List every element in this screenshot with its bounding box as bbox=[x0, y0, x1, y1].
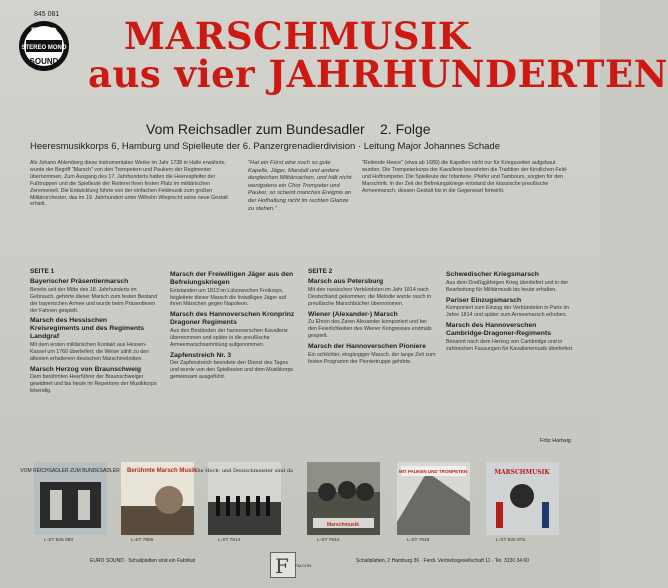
performer-credits: Heeresmusikkorps 6, Hamburg und Spielleute der 6. Panzergrenadierdivision · Leitung Major Johannes Schade bbox=[30, 141, 500, 152]
track-description: Zu Ehren des Zaren Alexander komponiert und bei den Feierlichkeiten des Wiener Kongresses erstmals gespielt. bbox=[308, 319, 432, 340]
falcon-logo-letter: F bbox=[275, 554, 289, 578]
thumb-title: VOM REICHSADLER ZUM BUNDESADLER bbox=[20, 468, 120, 474]
footer bbox=[90, 556, 530, 576]
track-title: Bayerischer Präsentiermarsch bbox=[30, 278, 129, 285]
album-thumbnail[interactable] bbox=[20, 462, 120, 535]
album-title-line2: aus vier JAHRHUNDERTEN bbox=[88, 52, 668, 96]
side1-label: SEITE 1 bbox=[30, 268, 55, 275]
track-description: Aus dem Dreißigjährigen Krieg überliefert und in der Bearbeitung für Militärmusik bis heute erhalten. bbox=[446, 279, 569, 293]
intro-text-left: Als Johann Ahlemberg diese instrumentalen Werke im Jahr 1738 in Halle erwähnte, wurde der Begriff "Marsch" von den Trompetern und Paukern der Regimenter übernommen. Zum Ausgang des 17. Jahrhunderts hatten die Heerespfeifer der Fußtruppen und die Spielleute der Reiterei ihren festen Platz im militärischen Zeremoniell. Die Entwicklung führte von der einfachen Feldmusik zum großen Militärorchester, das im 19. Jahrhundert unter Wilhelm Wieprecht seine neue Gestalt erhielt. bbox=[30, 160, 228, 208]
thumb-title: Die Hoch- und Deutschmeister sind da bbox=[194, 468, 294, 474]
track-description: Benannt nach dem Herzog von Cambridge und in zahlreichen Fassungen für Kavalleriemusik überliefert. bbox=[446, 338, 574, 352]
album-thumbnail[interactable] bbox=[307, 462, 380, 535]
track-title: Pariser Einzugsmarsch bbox=[446, 296, 522, 304]
side2-label: SEITE 2 bbox=[308, 268, 333, 275]
album-title-line1: MARSCHMUSIK bbox=[124, 14, 471, 58]
intro-text-right: "Reitende Heere" (etwa ab 1680) die Kapellen nicht nur für Kriegszeiten aufgebaut wurden. Die Trompeterkorps der Kavallerie bewahrten die Tradition der fürstlichen Feld- und Hoftrompeter. Die Spielleute der Infanterie, Pfeifer und Tambours, sorgten für den Marschtritt. In der Zeit der Befreiungskriege entstand der klassische preußische Armeemarsch, dessen Gestalt bis in die Gegenwart fortwirkt. bbox=[362, 160, 568, 194]
side1-column-left bbox=[30, 268, 158, 395]
thumb-title: Berühmte Marsch Musik bbox=[127, 468, 197, 474]
thumb-caption: L-ST 7914 bbox=[218, 538, 241, 543]
track-description: Aus den Beständen der hannoverschen Kavallerie übernommen und später in die preußische Armeemarschsammlung aufgenommen. bbox=[170, 327, 288, 348]
thumb-caption: L-ST 845 075 bbox=[496, 538, 525, 543]
track-title: Marsch aus Petersburg bbox=[308, 278, 384, 285]
track-title: Marsch des Hannoverschen Cambridge-Dragoner-Regiments bbox=[446, 322, 551, 338]
track-description: Der Zapfenstreich beendete den Dienst des Tages und wurde von den Spielleuten und dem Musikkorps gemeinsam ausgeführt. bbox=[170, 360, 294, 381]
track-title: Marsch der Freiwilligen Jäger aus den Befreiungskriegen bbox=[170, 271, 294, 286]
falcon-logo-text: FALCON bbox=[295, 563, 312, 568]
side1-column-right bbox=[170, 268, 298, 381]
logo-top-text: EURO bbox=[30, 26, 58, 36]
track-title: Zapfenstreich Nr. 3 bbox=[170, 351, 232, 359]
catalog-number: 845 081 bbox=[34, 11, 60, 18]
thumb-title: Marschmusik bbox=[327, 522, 359, 528]
track-description: Mit dem ersten militärischen Kontakt aus Hessen-Kassel um 1760 überliefert; die Weise zählt zu den ältesten erhaltenen deutschen Marschmelodien. bbox=[30, 341, 150, 362]
track-title: Wiener (Alexander-) Marsch bbox=[308, 310, 398, 318]
logo-middle-text: STEREO MONO bbox=[21, 45, 67, 51]
track-description: Entstanden um 1813 im Lützowschen Freikorps, begleitete dieser Marsch die freiwilligen Jäger auf ihren Märschen gegen Napoleon. bbox=[170, 287, 287, 308]
album-thumbnail[interactable] bbox=[397, 462, 470, 535]
thumb-caption: L-ST 7956 bbox=[131, 538, 154, 543]
side2-column-right bbox=[446, 268, 574, 353]
thumb-caption: L-ST 845 080 bbox=[44, 538, 73, 543]
album-series: 2. Folge bbox=[380, 121, 431, 137]
album-thumbnail[interactable] bbox=[486, 462, 559, 535]
track-description: Ein schlichter, eingängiger Marsch, der lange Zeit zum festen Programm der Pioniertruppe gehörte. bbox=[308, 351, 436, 365]
thumb-title: MIT PAUKEN UND TROMPETEN bbox=[398, 469, 468, 474]
thumb-caption: L-ST 7944 bbox=[317, 538, 340, 543]
track-description: Mit den russischen Verbündeten im Jahr 1814 nach Deutschland gekommen; die Melodie wurde rasch in preußische Marschbücher übernommen. bbox=[308, 286, 432, 307]
thumb-title: MARSCHMUSIK bbox=[494, 469, 550, 476]
footer-left-text: EURO SOUND · Schallplatten sind ein Fabrikat bbox=[90, 558, 196, 564]
album-thumbnail[interactable] bbox=[121, 462, 197, 535]
track-title: Marsch der Hannoverschen Pioniere bbox=[308, 343, 426, 351]
track-description: Dem berühmten Heerführer der Braunschweiger gewidmet und bis heute im Repertoire der Musikkorps lebendig. bbox=[30, 374, 157, 395]
track-title: Marsch des Hannoverschen Kronprinz Dragoner Regiments bbox=[170, 311, 295, 327]
album-subtitle: Vom Reichsadler zum Bundesadler bbox=[146, 121, 365, 137]
track-description: Komponiert zum Einzug der Verbündeten in Paris im Jahre 1814 und später zum Armeemarsch erhoben. bbox=[446, 305, 570, 319]
thumb-art bbox=[40, 482, 101, 528]
falcon-logo bbox=[270, 552, 312, 578]
author-signature: Fritz Hartwig bbox=[540, 438, 571, 444]
track-description: Bereits seit der Mitte des 18. Jahrhunderts im Gebrauch, gehörte dieser Marsch zum festen Bestand der bayerischen Armee und wurde beim Präsentieren der Fahnen gespielt. bbox=[30, 286, 158, 314]
logo-bottom-text: SOUND bbox=[29, 57, 59, 66]
thumb-caption: L-ST 7919 bbox=[407, 538, 430, 543]
track-title: Marsch des Hessischen Kreisregiments und des Regiments Landgraf bbox=[30, 317, 145, 341]
intro-quote: "Hat ein Fürst eine noch so gute Kapelle, Jäger, Marstall und andere dergleichen Militärsachen, und hält nicht wenigstens ein Chor Trompeter und Pauker, so scheint manches Ereignis an der Hofhaltung nicht im rechten Glanze zu stehen." bbox=[248, 160, 352, 212]
side2-column-left bbox=[308, 268, 436, 366]
album-thumbnail[interactable] bbox=[194, 462, 294, 535]
track-title: Schwedischer Kriegsmarsch bbox=[446, 271, 539, 278]
footer-right-text: Schallplatten, 2 Hamburg 36 · Ferdi. Vertriebsgesellschaft 11 · Tel. 3130 34 60 bbox=[356, 558, 529, 564]
euro-sound-logo bbox=[18, 20, 70, 72]
track-title: Marsch Herzog von Braunschweig bbox=[30, 365, 142, 373]
